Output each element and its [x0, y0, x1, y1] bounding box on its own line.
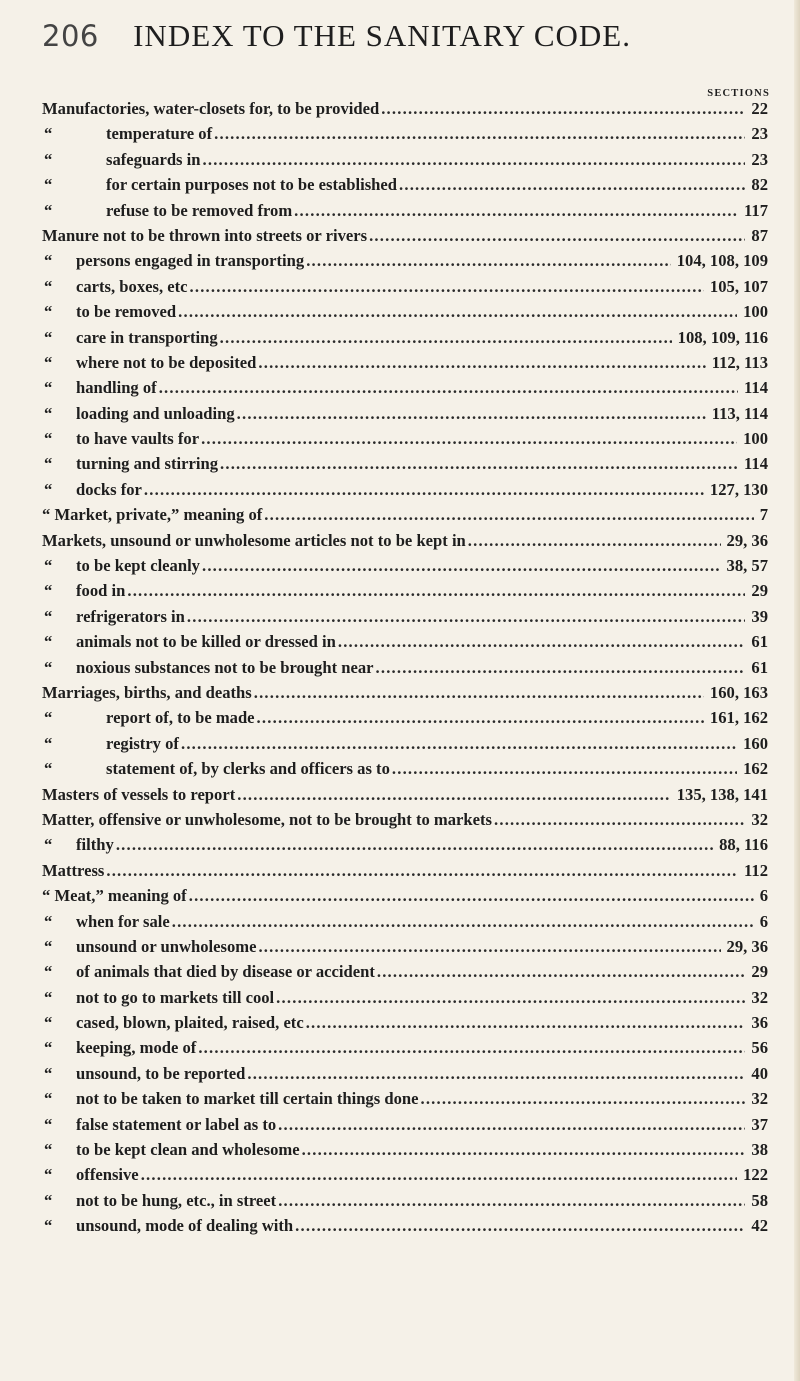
- index-entry: [42, 632, 768, 657]
- index-entry: [42, 1115, 768, 1140]
- section-reference: 114: [744, 378, 768, 398]
- entry-text: refuse to be removed from: [106, 200, 293, 220]
- ditto-mark: “: [44, 175, 53, 195]
- section-reference: 40: [751, 1063, 768, 1083]
- ditto-mark: “: [44, 759, 53, 779]
- dot-leader: [304, 1013, 746, 1033]
- dot-leader: [104, 861, 738, 881]
- dot-leader: [170, 912, 754, 932]
- entry-text: unsound, to be reported: [76, 1063, 246, 1083]
- dot-leader: [274, 988, 745, 1008]
- dot-leader: [245, 1064, 745, 1084]
- ditto-mark: “: [44, 200, 53, 220]
- index-entry: [42, 531, 768, 556]
- dot-leader: [276, 1191, 745, 1211]
- ditto-mark: “: [44, 936, 53, 956]
- index-entry: [42, 912, 768, 937]
- ditto-mark: “: [44, 581, 53, 601]
- index-entry: [42, 1064, 768, 1089]
- section-reference: 161, 162: [709, 708, 768, 728]
- entry-text: to be kept cleanly: [76, 556, 200, 576]
- section-reference: 56: [751, 1038, 768, 1058]
- section-reference: 113, 114: [711, 403, 768, 423]
- dot-leader: [185, 607, 746, 627]
- index-entry: [42, 1165, 768, 1190]
- ditto-mark: “: [44, 962, 53, 982]
- section-reference: 105, 107: [709, 276, 768, 296]
- ditto-mark: “: [44, 632, 53, 652]
- index-entry: [42, 1038, 768, 1063]
- section-reference: 23: [751, 149, 768, 169]
- ditto-mark: “: [44, 606, 53, 626]
- section-reference: 38: [751, 1140, 768, 1160]
- section-reference: 39: [751, 606, 768, 626]
- index-entry: [42, 835, 768, 860]
- dot-leader: [252, 683, 704, 703]
- index-entry: [42, 99, 768, 124]
- section-reference: 88, 116: [719, 835, 768, 855]
- section-reference: 32: [751, 809, 768, 829]
- entry-text: when for sale: [76, 911, 170, 931]
- page-edge: [794, 0, 800, 1381]
- dot-leader: [218, 454, 738, 474]
- index-entry: [42, 454, 768, 479]
- dot-leader: [374, 658, 746, 678]
- ditto-mark: “: [44, 149, 53, 169]
- entry-text: handling of: [76, 378, 157, 398]
- entry-text: to be kept clean and wholesome: [76, 1140, 300, 1160]
- dot-leader: [397, 175, 745, 195]
- entry-text: Masters of vessels to report: [42, 784, 236, 804]
- index-entry: [42, 150, 768, 175]
- entry-text: docks for: [76, 479, 142, 499]
- section-reference: 108, 109, 116: [677, 327, 768, 347]
- entry-text: to be removed: [76, 302, 177, 322]
- dot-leader: [212, 124, 745, 144]
- dot-leader: [375, 962, 746, 982]
- section-reference: 100: [743, 302, 768, 322]
- index-entry: [42, 1140, 768, 1165]
- entry-text: registry of: [106, 733, 179, 753]
- section-reference: 135, 138, 141: [676, 784, 768, 804]
- entry-text: not to be hung, etc., in street: [76, 1190, 277, 1210]
- dot-leader: [292, 201, 738, 221]
- section-reference: 29: [751, 962, 768, 982]
- section-reference: 29, 36: [726, 530, 768, 550]
- index-entry: [42, 505, 768, 530]
- section-reference: 23: [751, 124, 768, 144]
- index-entry: [42, 810, 768, 835]
- entry-text: Markets, unsound or unwholesome articles not to be kept in: [42, 530, 466, 550]
- ditto-mark: “: [44, 1089, 53, 1109]
- dot-leader: [367, 226, 745, 246]
- section-reference: 87: [751, 225, 768, 245]
- entry-text: Matter, offensive or unwholesome, not to be brought to markets: [42, 809, 492, 829]
- entry-text: keeping, mode of: [76, 1038, 197, 1058]
- entry-text: Mattress: [42, 860, 105, 880]
- dot-leader: [157, 378, 738, 398]
- dot-leader: [492, 810, 745, 830]
- section-reference: 29, 36: [726, 936, 768, 956]
- entry-text: cased, blown, plaited, raised, etc: [76, 1013, 304, 1033]
- section-reference: 160, 163: [709, 682, 768, 702]
- ditto-mark: “: [44, 327, 53, 347]
- entry-text: food in: [76, 581, 126, 601]
- entry-text: to have vaults for: [76, 429, 200, 449]
- dot-leader: [418, 1089, 745, 1109]
- dot-leader: [200, 556, 721, 576]
- ditto-mark: “: [44, 657, 53, 677]
- section-reference: 127, 130: [709, 479, 768, 499]
- section-reference: 117: [744, 200, 768, 220]
- entry-text: “ Meat,” meaning of: [42, 886, 187, 906]
- dot-leader: [379, 99, 745, 119]
- dot-leader: [276, 1115, 745, 1135]
- ditto-mark: “: [44, 911, 53, 931]
- index-entry: [42, 378, 768, 403]
- index-entry: [42, 708, 768, 733]
- section-reference: 6: [759, 911, 768, 931]
- section-reference: 22: [751, 99, 768, 118]
- dot-leader: [262, 505, 753, 525]
- index-entry: [42, 480, 768, 505]
- section-reference: 58: [751, 1190, 768, 1210]
- section-reference: 100: [743, 429, 768, 449]
- entry-text: noxious substances not to be brought near: [76, 657, 374, 677]
- index-entry: [42, 607, 768, 632]
- dot-leader: [139, 1165, 737, 1185]
- ditto-mark: “: [44, 1038, 53, 1058]
- ditto-mark: “: [44, 1216, 53, 1236]
- dot-leader: [218, 328, 672, 348]
- dot-leader: [390, 759, 737, 779]
- section-reference: 6: [759, 886, 768, 906]
- dot-leader: [114, 835, 713, 855]
- entry-text: report of, to be made: [106, 708, 255, 728]
- index-entry: [42, 683, 768, 708]
- ditto-mark: “: [44, 733, 53, 753]
- section-reference: 32: [751, 1089, 768, 1109]
- index-entry: [42, 353, 768, 378]
- index-entry: [42, 886, 768, 911]
- index-entry: [42, 581, 768, 606]
- entry-text: “ Market, private,” meaning of: [42, 505, 263, 525]
- dot-leader: [235, 404, 706, 424]
- ditto-mark: “: [44, 378, 53, 398]
- dot-leader: [336, 632, 746, 652]
- index-entry: [42, 302, 768, 327]
- section-reference: 61: [751, 657, 768, 677]
- section-reference: 104, 108, 109: [676, 251, 768, 271]
- index-entry: [42, 759, 768, 784]
- dot-leader: [196, 1038, 745, 1058]
- entry-text: refrigerators in: [76, 606, 185, 626]
- section-reference: 112: [744, 860, 768, 880]
- dot-leader: [256, 937, 720, 957]
- index-entry: [42, 556, 768, 581]
- entry-text: animals not to be killed or dressed in: [76, 632, 336, 652]
- index-entry: [42, 277, 768, 302]
- dot-leader: [188, 277, 704, 297]
- entry-text: offensive: [76, 1165, 139, 1185]
- section-reference: 61: [751, 632, 768, 652]
- dot-leader: [125, 581, 745, 601]
- entry-text: not to be taken to market till certain things done: [76, 1089, 419, 1109]
- entry-text: unsound, mode of dealing with: [76, 1216, 294, 1236]
- index-entry: [42, 251, 768, 276]
- index-entry: [42, 937, 768, 962]
- ditto-mark: “: [44, 403, 53, 423]
- entry-text: filthy: [76, 835, 114, 855]
- index-entry: [42, 988, 768, 1013]
- index-entry: [42, 658, 768, 683]
- index-entry: [42, 1191, 768, 1216]
- dot-leader: [256, 353, 705, 373]
- entry-text: where not to be deposited: [76, 352, 257, 372]
- index-entry: [42, 404, 768, 429]
- entry-text: turning and stirring: [76, 454, 218, 474]
- section-reference: 82: [751, 175, 768, 195]
- dot-leader: [199, 429, 737, 449]
- ditto-mark: “: [44, 835, 53, 855]
- entry-text: temperature of: [106, 124, 213, 144]
- dot-leader: [300, 1140, 746, 1160]
- dot-leader: [187, 886, 754, 906]
- ditto-mark: “: [44, 124, 53, 144]
- index-entry: [42, 124, 768, 149]
- index-entry: [42, 328, 768, 353]
- ditto-mark: “: [44, 1165, 53, 1185]
- section-reference: 32: [751, 987, 768, 1007]
- section-reference: 7: [759, 505, 768, 525]
- index-entry: [42, 1013, 768, 1038]
- dot-leader: [293, 1216, 745, 1236]
- section-reference: 112, 113: [711, 352, 768, 372]
- entry-text: not to go to markets till cool: [76, 987, 275, 1007]
- index-entry-list: [42, 99, 768, 1242]
- section-reference: 38, 57: [726, 556, 768, 576]
- index-entry: [42, 785, 768, 810]
- section-reference: 162: [743, 759, 768, 779]
- index-entry: [42, 429, 768, 454]
- index-entry: [42, 1089, 768, 1114]
- entry-text: safeguards in: [106, 149, 201, 169]
- ditto-mark: “: [44, 1140, 53, 1160]
- entry-text: care in transporting: [76, 327, 218, 347]
- entry-text: false statement or label as to: [76, 1114, 277, 1134]
- page-title: INDEX TO THE SANITARY CODE.: [133, 18, 631, 53]
- ditto-mark: “: [44, 352, 53, 372]
- entry-text: Manufactories, water-closets for, to be provided: [42, 99, 380, 118]
- dot-leader: [466, 531, 721, 551]
- section-reference: 160: [743, 733, 768, 753]
- ditto-mark: “: [44, 429, 53, 449]
- section-reference: 42: [751, 1216, 768, 1236]
- ditto-mark: “: [44, 479, 53, 499]
- dot-leader: [142, 480, 704, 500]
- sections-column-label: SECTIONS: [707, 88, 770, 99]
- ditto-mark: “: [44, 302, 53, 322]
- index-entry: [42, 734, 768, 759]
- dot-leader: [235, 785, 671, 805]
- index-entry: [42, 226, 768, 251]
- index-entry: [42, 201, 768, 226]
- ditto-mark: “: [44, 1190, 53, 1210]
- ditto-mark: “: [44, 708, 53, 728]
- entry-text: persons engaged in transporting: [76, 251, 305, 271]
- entry-text: Marriages, births, and deaths: [42, 682, 252, 702]
- entry-text: statement of, by clerks and officers as to: [106, 759, 390, 779]
- index-entry: [42, 1216, 768, 1241]
- ditto-mark: “: [44, 276, 53, 296]
- ditto-mark: “: [44, 1063, 53, 1083]
- ditto-mark: “: [44, 1114, 53, 1134]
- section-reference: 29: [751, 581, 768, 601]
- entry-text: of animals that died by disease or accident: [76, 962, 375, 982]
- page-number: 206: [42, 19, 99, 53]
- entry-text: unsound or unwholesome: [76, 936, 257, 956]
- ditto-mark: “: [44, 454, 53, 474]
- dot-leader: [179, 734, 737, 754]
- entry-text: for certain purposes not to be established: [106, 175, 398, 195]
- index-entry: [42, 861, 768, 886]
- section-reference: 114: [744, 454, 768, 474]
- index-entry: [42, 175, 768, 200]
- ditto-mark: “: [44, 556, 53, 576]
- entry-text: Manure not to be thrown into streets or rivers: [42, 225, 368, 245]
- ditto-mark: “: [44, 251, 53, 271]
- entry-text: loading and unloading: [76, 403, 235, 423]
- dot-leader: [304, 251, 671, 271]
- index-entry: [42, 962, 768, 987]
- ditto-mark: “: [44, 1013, 53, 1033]
- entry-text: carts, boxes, etc: [76, 276, 188, 296]
- dot-leader: [255, 708, 704, 728]
- section-reference: 36: [751, 1013, 768, 1033]
- section-reference: 122: [743, 1165, 768, 1185]
- section-reference: 37: [751, 1114, 768, 1134]
- dot-leader: [176, 302, 737, 322]
- dot-leader: [201, 150, 746, 170]
- page-header: [42, 18, 762, 58]
- ditto-mark: “: [44, 987, 53, 1007]
